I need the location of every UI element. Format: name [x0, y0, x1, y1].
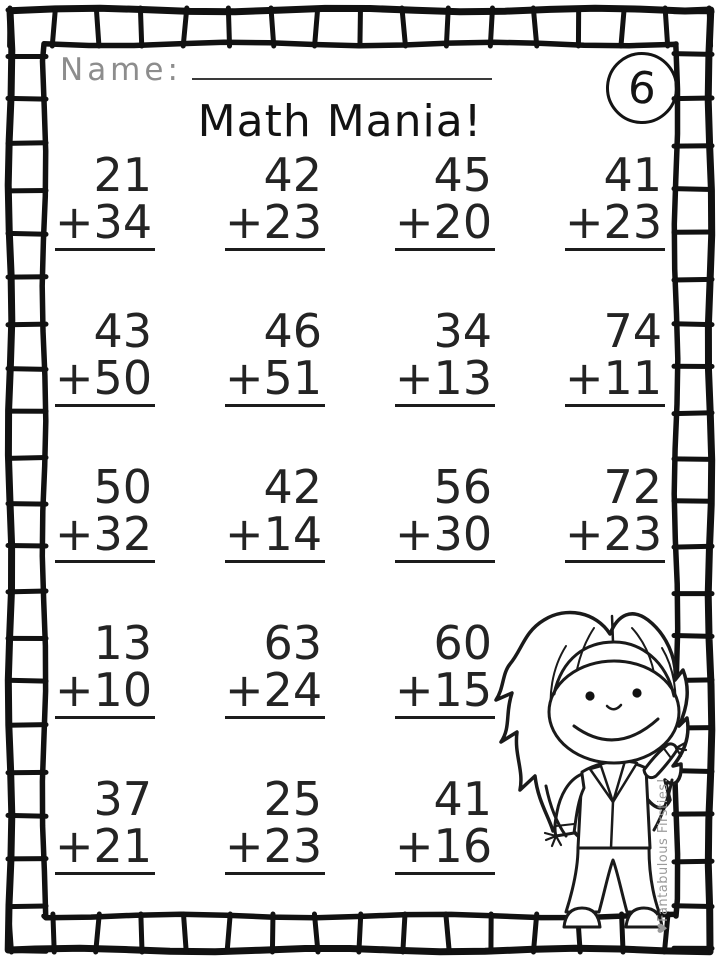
bottom-addend: 34 — [93, 194, 153, 249]
plus-operator: + — [565, 350, 604, 405]
bottom-addend: 15 — [433, 662, 493, 717]
top-addend: 41 — [603, 148, 662, 202]
answer-underline — [225, 194, 325, 251]
page-number: 6 — [626, 61, 658, 115]
addition-problem — [395, 148, 495, 308]
addition-problem — [225, 616, 325, 776]
bottom-addend: 23 — [603, 506, 663, 561]
top-addend: 43 — [93, 304, 152, 358]
answer-underline — [395, 506, 495, 563]
bottom-addend: 21 — [93, 818, 153, 873]
girl-eye — [585, 691, 594, 700]
top-addend: 46 — [263, 304, 322, 358]
top-addend: 74 — [603, 304, 662, 358]
plus-operator: + — [225, 194, 264, 249]
plus-operator: + — [225, 818, 264, 873]
name-row — [60, 46, 492, 88]
addition-problem — [395, 772, 495, 932]
answer-underline — [55, 506, 155, 563]
plus-operator: + — [225, 350, 264, 405]
girl-face — [549, 661, 679, 763]
addition-problem — [395, 460, 495, 620]
addition-problem — [55, 460, 155, 620]
addition-problem — [55, 616, 155, 776]
bottom-addend: 50 — [93, 350, 153, 405]
addition-problem — [55, 148, 155, 308]
page-title: Math Mania! — [197, 96, 483, 147]
plus-operator: + — [395, 194, 434, 249]
plus-operator: + — [395, 506, 434, 561]
answer-underline — [225, 662, 325, 719]
answer-underline — [55, 662, 155, 719]
top-addend: 41 — [433, 772, 492, 826]
bottom-addend: 11 — [603, 350, 663, 405]
top-addend: 45 — [433, 148, 492, 202]
answer-underline — [225, 506, 325, 563]
answer-underline — [395, 350, 495, 407]
plus-operator: + — [395, 350, 434, 405]
girl-shoe — [564, 908, 600, 927]
addition-problem — [55, 772, 155, 932]
plus-operator: + — [55, 350, 94, 405]
watermark-credit: ♥Fantabulous Firsties! — [656, 777, 671, 934]
addition-problem — [395, 616, 495, 776]
answer-underline — [55, 194, 155, 251]
addition-problem — [565, 148, 665, 308]
plus-operator: + — [55, 194, 94, 249]
answer-underline — [565, 506, 665, 563]
bottom-addend: 14 — [263, 506, 323, 561]
plus-operator: + — [565, 194, 604, 249]
top-addend: 72 — [603, 460, 662, 514]
top-addend: 21 — [93, 148, 152, 202]
answer-underline — [395, 194, 495, 251]
top-addend: 42 — [263, 460, 322, 514]
plus-operator: + — [395, 818, 434, 873]
answer-underline — [565, 194, 665, 251]
plus-operator: + — [225, 662, 264, 717]
answer-underline — [565, 350, 665, 407]
top-addend: 56 — [433, 460, 492, 514]
plus-operator: + — [55, 662, 94, 717]
bottom-addend: 32 — [93, 506, 153, 561]
answer-underline — [55, 350, 155, 407]
bottom-addend: 30 — [433, 506, 493, 561]
bottom-addend: 13 — [433, 350, 493, 405]
bottom-addend: 23 — [603, 194, 663, 249]
name-blank-line — [192, 46, 492, 80]
name-label: Name: — [60, 52, 182, 88]
bottom-addend: 20 — [433, 194, 493, 249]
top-addend: 60 — [433, 616, 492, 670]
girl-pants — [566, 848, 659, 912]
girl-eye — [632, 688, 641, 697]
bottom-addend: 23 — [263, 194, 323, 249]
plus-operator: + — [565, 506, 604, 561]
addition-problem — [225, 460, 325, 620]
top-addend: 25 — [263, 772, 322, 826]
answer-underline — [395, 662, 495, 719]
top-addend: 63 — [263, 616, 322, 670]
girl-clipart — [490, 590, 715, 940]
addition-problem — [225, 148, 325, 308]
addition-problem — [55, 304, 155, 464]
plus-operator: + — [395, 662, 434, 717]
addition-problem — [225, 772, 325, 932]
bottom-addend: 23 — [263, 818, 323, 873]
top-addend: 50 — [93, 460, 152, 514]
answer-underline — [225, 818, 325, 875]
answer-underline — [225, 350, 325, 407]
plus-operator: + — [225, 506, 264, 561]
answer-underline — [55, 818, 155, 875]
top-addend: 13 — [93, 616, 152, 670]
addition-problem — [225, 304, 325, 464]
top-addend: 34 — [433, 304, 492, 358]
bottom-addend: 10 — [93, 662, 153, 717]
bottom-addend: 24 — [263, 662, 323, 717]
bottom-addend: 51 — [263, 350, 323, 405]
addition-problem — [395, 304, 495, 464]
plus-operator: + — [55, 818, 94, 873]
girl-hair-part — [612, 616, 613, 642]
top-addend: 37 — [93, 772, 152, 826]
bottom-addend: 16 — [433, 818, 493, 873]
plus-operator: + — [55, 506, 94, 561]
addition-problem — [565, 304, 665, 464]
top-addend: 42 — [263, 148, 322, 202]
answer-underline — [395, 818, 495, 875]
